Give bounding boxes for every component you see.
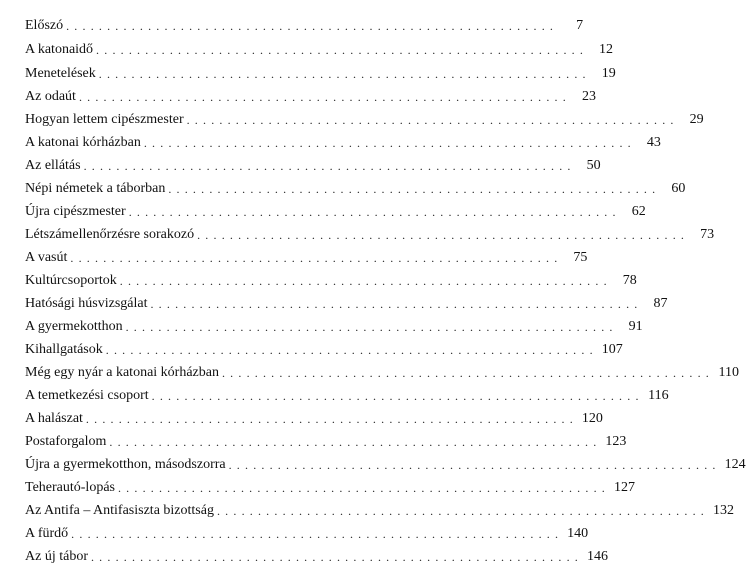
toc-entry (25, 384, 669, 404)
toc-dot-leader: ............................................................ (66, 19, 559, 33)
toc-entry (25, 177, 686, 197)
toc-entry-page: 140 (567, 526, 589, 541)
toc-entry-page: 110 (718, 365, 739, 380)
toc-entry (25, 85, 596, 105)
toc-entry-title: A fürdő (25, 526, 69, 541)
toc-entry-page: 12 (599, 42, 614, 57)
toc-dot-leader: ............................................................ (168, 182, 661, 196)
toc-entry-title: A halászat (25, 411, 83, 426)
toc-entry-page: 23 (581, 89, 596, 104)
toc-entry-page: 120 (581, 411, 603, 426)
toc-entry-title: Előszó (25, 18, 64, 33)
toc-entry-title: A temetkezési csoport (25, 388, 149, 403)
toc-entry-page: 127 (613, 480, 635, 495)
toc-entry (25, 14, 584, 34)
toc-entry-page: 62 (631, 204, 646, 219)
toc-entry-page: 43 (646, 135, 661, 150)
toc-entry-title: Népi németek a táborban (25, 181, 166, 196)
toc-entry-title: Kihallgatások (25, 342, 103, 357)
toc-dot-leader: ............................................................ (96, 43, 589, 57)
toc-dot-leader: ............................................................ (216, 504, 709, 518)
toc-dot-leader: ............................................................ (71, 527, 564, 541)
toc-dot-leader: ............................................................ (151, 389, 644, 403)
toc-dot-leader: ............................................................ (228, 458, 721, 472)
toc-entry (25, 430, 627, 450)
toc-entry-page: 107 (601, 342, 623, 357)
toc-entry (25, 269, 637, 289)
toc-entry-title: Postaforgalom (25, 434, 107, 449)
toc-dot-leader: ............................................................ (197, 228, 690, 242)
toc-entry (25, 407, 603, 427)
toc-entry-title: Az ellátás (25, 158, 81, 173)
toc-entry (25, 453, 746, 473)
toc-entry-title: Az Antifa – Antifasiszta bizottság (25, 503, 214, 518)
toc-dot-leader: ............................................................ (128, 205, 621, 219)
toc-dot-leader: ............................................................ (186, 113, 679, 127)
toc-entry-title: Az odaút (25, 89, 76, 104)
toc-dot-leader: ............................................................ (98, 67, 591, 81)
toc-entry (25, 154, 601, 174)
toc-entry-page: 78 (622, 273, 637, 288)
toc-entry-title: Az új tábor (25, 549, 88, 564)
toc-entry (25, 522, 589, 542)
toc-entry (25, 545, 608, 565)
toc-entry-page: 75 (573, 250, 588, 265)
toc-entry-title: A katonaidő (25, 42, 94, 57)
toc-entry (25, 38, 614, 58)
toc-entry (25, 108, 704, 128)
toc-entry-title: Kultúrcsoportok (25, 273, 117, 288)
toc-dot-leader: ............................................................ (143, 136, 636, 150)
toc-entry (25, 200, 646, 220)
toc-entry-title: Létszámellenőrzésre sorakozó (25, 227, 195, 242)
toc-entry-page: 91 (628, 319, 643, 334)
toc-entry (25, 315, 643, 335)
toc-entry-title: Hogyan lettem cipészmester (25, 112, 184, 127)
toc-entry-page: 123 (605, 434, 627, 449)
toc-dot-leader: ............................................................ (105, 343, 598, 357)
toc-entry (25, 246, 588, 266)
toc-dot-leader: ............................................................ (117, 481, 610, 495)
toc-dot-leader: ............................................................ (78, 90, 571, 104)
toc-dot-leader: ............................................................ (85, 412, 578, 426)
toc-dot-leader: ............................................................ (90, 550, 583, 564)
toc-entry (25, 62, 616, 82)
toc-entry-page: 50 (586, 158, 601, 173)
toc-entry-page: 116 (648, 388, 669, 403)
toc-entry-page: 87 (653, 296, 668, 311)
toc-entry-title: A gyermekotthon (25, 319, 123, 334)
toc-entry-title: A vasút (25, 250, 68, 265)
toc-entry-page: 60 (671, 181, 686, 196)
toc-dot-leader: ............................................................ (150, 297, 643, 311)
toc-entry-page: 132 (712, 503, 734, 518)
toc-entry-page: 29 (689, 112, 704, 127)
toc-entry (25, 338, 623, 358)
toc-entry (25, 499, 734, 519)
toc-entry-page: 7 (576, 18, 584, 33)
toc-entry (25, 361, 739, 381)
toc-entry (25, 223, 715, 243)
toc-dot-leader: ............................................................ (221, 366, 714, 380)
toc-entry (25, 131, 661, 151)
toc-entry-title: Még egy nyár a katonai kórházban (25, 365, 219, 380)
toc-entry-title: Menetelések (25, 66, 96, 81)
toc-dot-leader: ............................................................ (83, 159, 576, 173)
toc-dot-leader: ............................................................ (70, 251, 563, 265)
toc-entry-page: 146 (586, 549, 608, 564)
toc-dot-leader: ............................................................ (109, 435, 602, 449)
toc-entry (25, 476, 635, 496)
toc-entry-page: 124 (724, 457, 746, 472)
toc-entry-page: 73 (700, 227, 715, 242)
toc-entry-title: Újra a gyermekotthon, másodszorra (25, 457, 226, 472)
toc-dot-leader: ............................................................ (125, 320, 618, 334)
toc-entry-title: A katonai kórházban (25, 135, 141, 150)
toc-entry-page: 19 (601, 66, 616, 81)
toc-dot-leader: ............................................................ (119, 274, 612, 288)
toc-entry-title: Teherautó-lopás (25, 480, 115, 495)
toc-entry-title: Hatósági húsvizsgálat (25, 296, 148, 311)
toc-entry (25, 292, 668, 312)
toc-entry-title: Újra cipészmester (25, 204, 126, 219)
